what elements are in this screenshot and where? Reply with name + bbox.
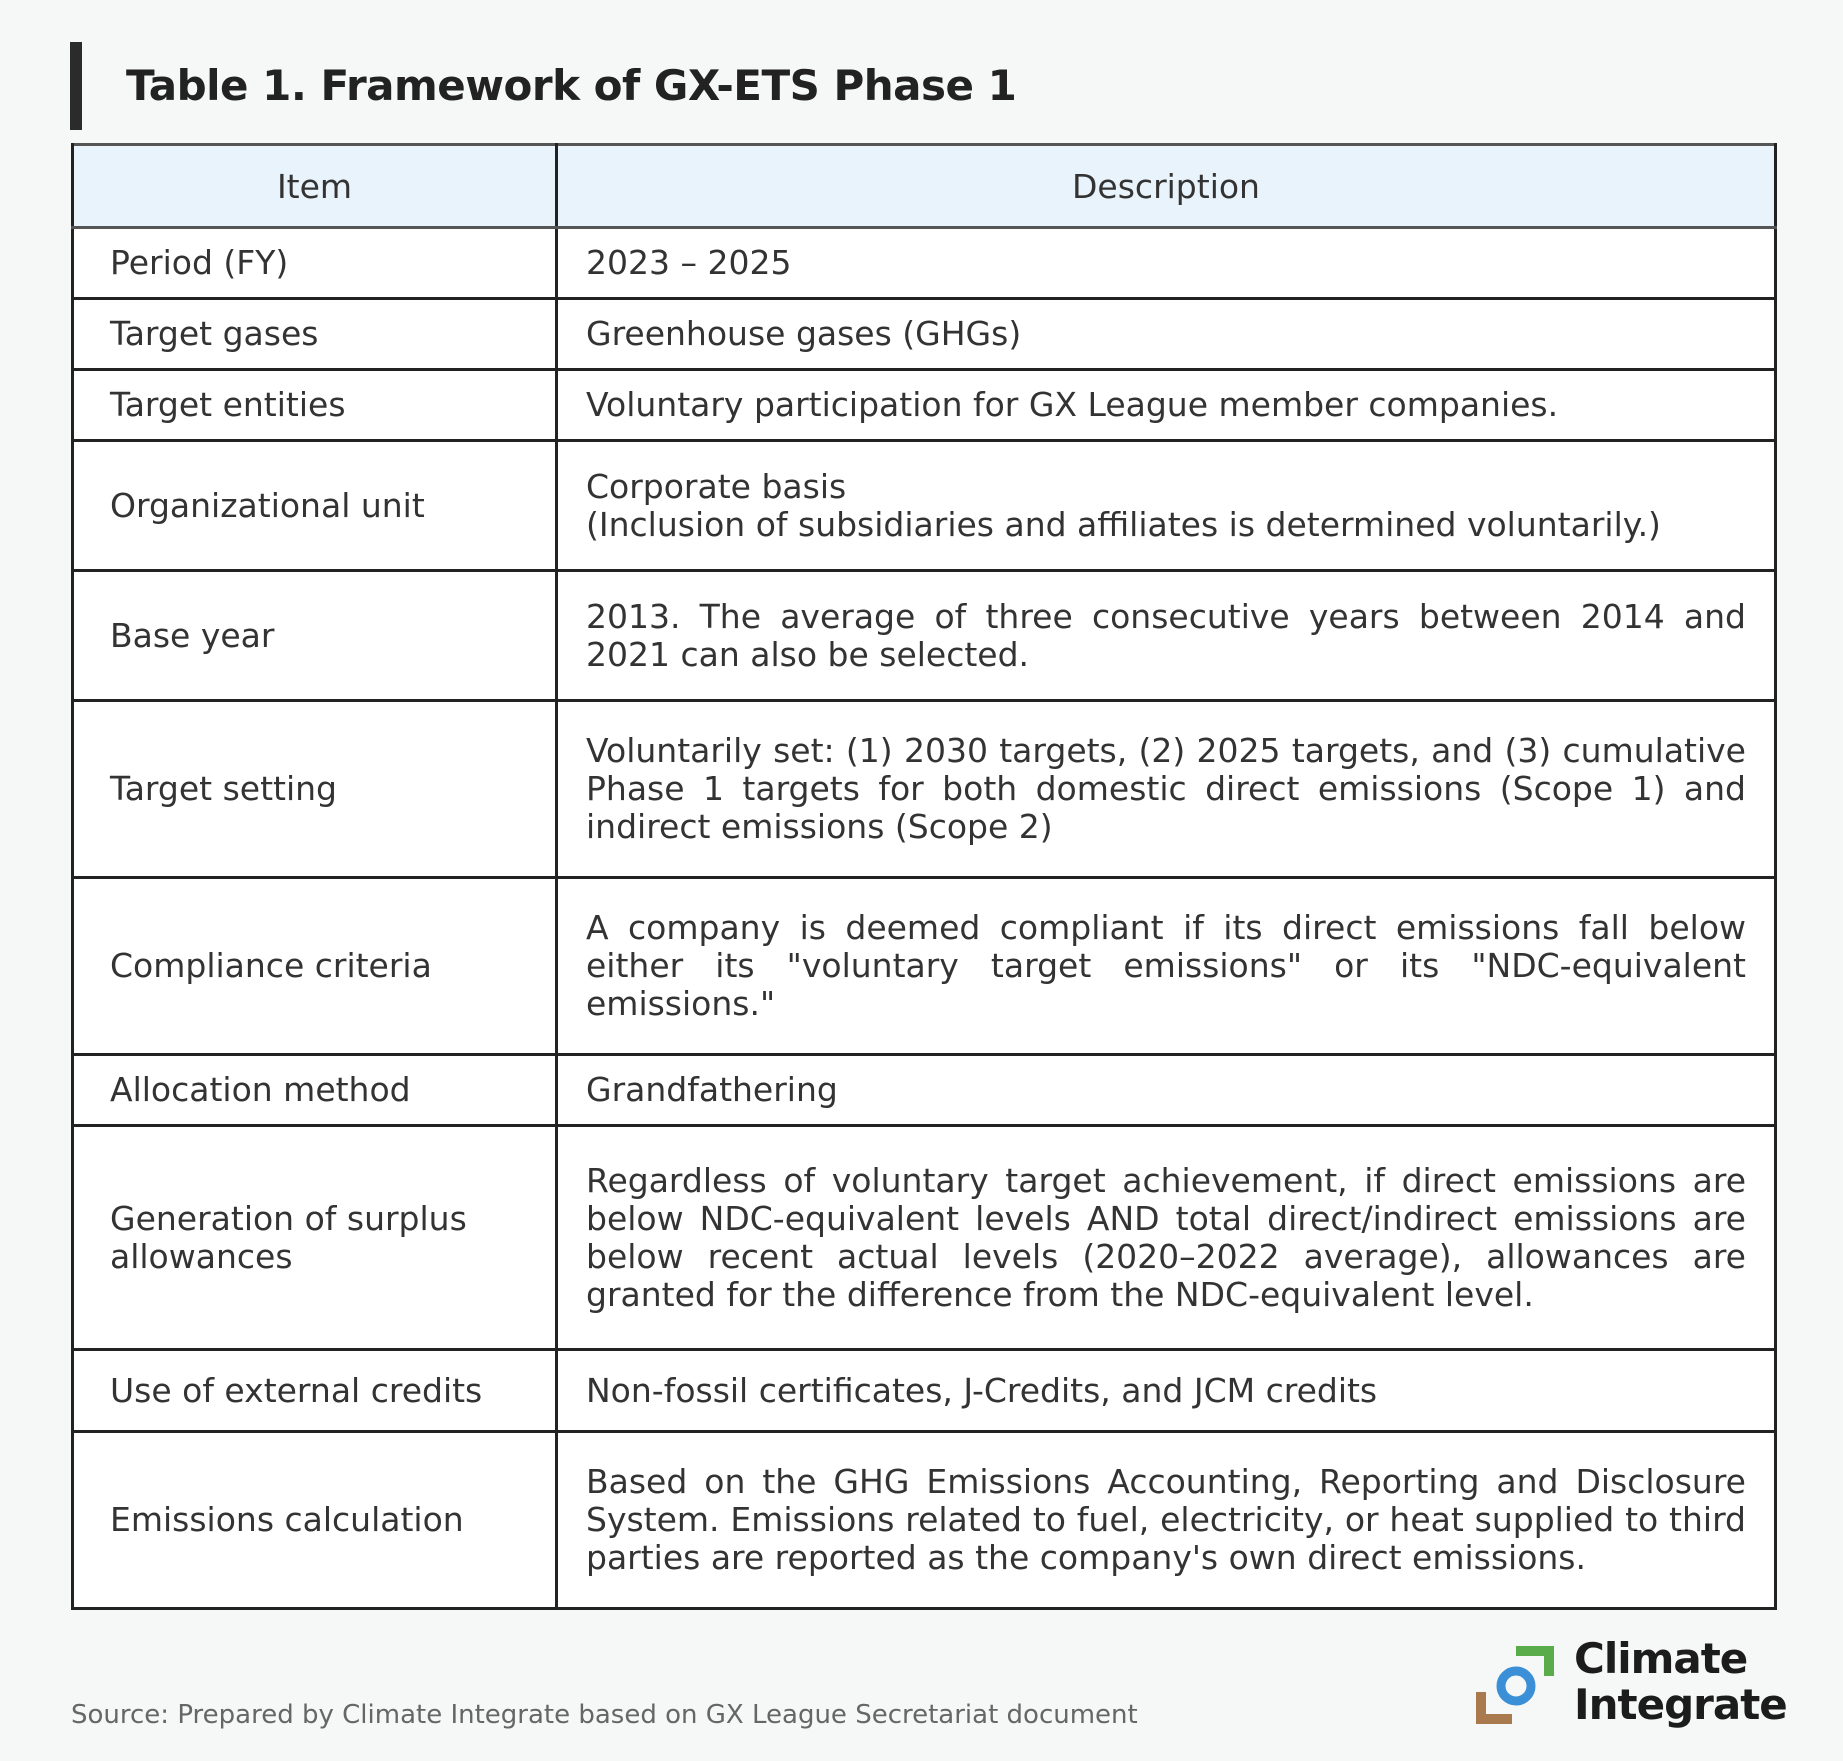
header-description: Description xyxy=(557,145,1776,228)
header-item: Item xyxy=(73,145,557,228)
description-line: Based on the GHG Emissions Accounting, Reporting and Disclosure System. Emissions related to fuel, electricity, or heat supplied to third parties are reported as the company's own direct emissions. xyxy=(586,1462,1746,1577)
table-row xyxy=(73,878,1776,1055)
row-description xyxy=(557,370,1776,441)
row-item: Target setting xyxy=(73,701,557,878)
logo-line2: Integrate xyxy=(1574,1680,1787,1729)
row-description xyxy=(557,1432,1776,1609)
description-line: 2013. The average of three consecutive years between 2014 and 2021 can also be selected. xyxy=(586,596,1746,674)
row-item: Organizational unit xyxy=(73,441,557,571)
page-title: Table 1. Framework of GX-ETS Phase 1 xyxy=(126,61,1017,110)
row-description xyxy=(557,1055,1776,1126)
description-line: A company is deemed compliant if its direct emissions fall below either its "voluntary target emissions" or its "NDC-equivalent emissions." xyxy=(586,908,1746,1023)
row-description xyxy=(557,878,1776,1055)
logo-wordmark xyxy=(1574,1636,1787,1728)
row-item: Base year xyxy=(73,571,557,701)
row-item: Period (FY) xyxy=(73,228,557,299)
description-line: Voluntary participation for GX League member companies. xyxy=(586,385,1559,424)
logo-line1: Climate xyxy=(1574,1634,1748,1683)
framework-table xyxy=(71,143,1777,1610)
row-item: Generation of surplus allowances xyxy=(73,1126,557,1350)
description-line: (Inclusion of subsidiaries and affiliates is determined voluntarily.) xyxy=(586,504,1661,544)
row-item: Target gases xyxy=(73,299,557,370)
description-line: Grandfathering xyxy=(586,1070,838,1109)
table-row xyxy=(73,571,1776,701)
table-row xyxy=(73,1432,1776,1609)
row-item: Emissions calculation xyxy=(73,1432,557,1609)
row-item: Compliance criteria xyxy=(73,878,557,1055)
table-row xyxy=(73,228,1776,299)
row-item: Target entities xyxy=(73,370,557,441)
climate-integrate-logo xyxy=(1472,1634,1787,1736)
row-description xyxy=(557,441,1776,571)
description-line: 2023 – 2025 xyxy=(586,243,792,282)
table-header-row xyxy=(73,145,1776,228)
table-row xyxy=(73,299,1776,370)
table-row xyxy=(73,441,1776,571)
row-description xyxy=(557,1126,1776,1350)
climate-integrate-logo-icon xyxy=(1472,1642,1558,1728)
row-item: Allocation method xyxy=(73,1055,557,1126)
table-row xyxy=(73,370,1776,441)
row-description xyxy=(557,1350,1776,1432)
description-line: Regardless of voluntary target achievement, if direct emissions are below NDC-equivalent levels AND total direct/indirect emissions are below recent actual levels (2020–2022 average), allowances are granted for the difference from the NDC-equivalent level. xyxy=(586,1160,1746,1314)
row-description xyxy=(557,228,1776,299)
table-row xyxy=(73,701,1776,878)
title-accent-bar xyxy=(70,42,82,130)
logo-blue-ring xyxy=(1501,1671,1531,1701)
description-line: Corporate basis xyxy=(586,466,847,506)
table-row xyxy=(73,1055,1776,1126)
description-line: Greenhouse gases (GHGs) xyxy=(586,314,1022,353)
table-row xyxy=(73,1350,1776,1432)
row-description xyxy=(557,571,1776,701)
row-item: Use of external credits xyxy=(73,1350,557,1432)
table-row xyxy=(73,1126,1776,1350)
description-line: Non-fossil certificates, J-Credits, and JCM credits xyxy=(586,1370,1378,1410)
row-description xyxy=(557,701,1776,878)
description-line: Voluntarily set: (1) 2030 targets, (2) 2025 targets, and (3) cumulative Phase 1 targets for both domestic direct emissions (Scope 1) and indirect emissions (Scope 2) xyxy=(586,731,1746,846)
row-description xyxy=(557,299,1776,370)
source-note: Source: Prepared by Climate Integrate based on GX League Secretariat document xyxy=(71,1700,1138,1730)
